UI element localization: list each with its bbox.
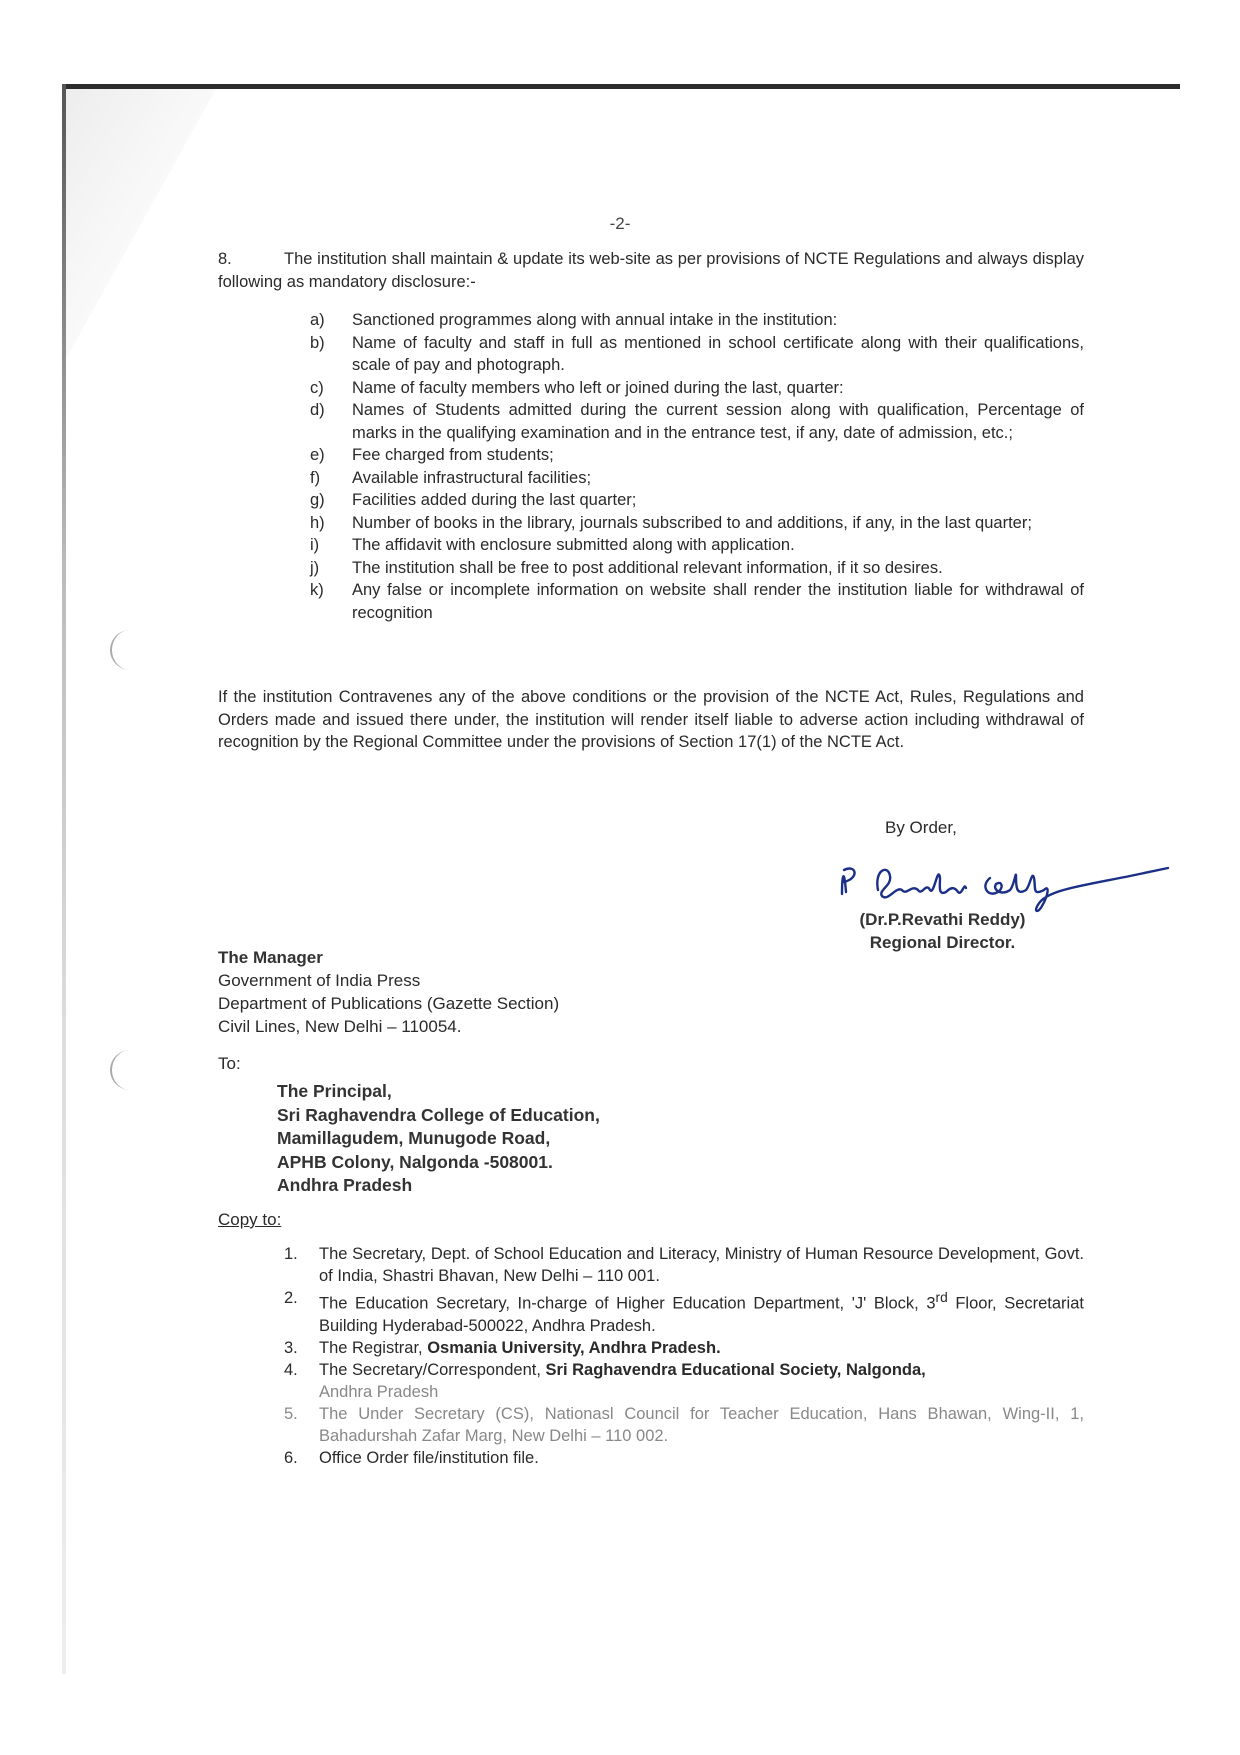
list-item	[310, 332, 1084, 377]
contravention-paragraph: If the institution Contravenes any of the above conditions or the provision of the NCTE Act, Rules, Regulations and Orders made and issued there under, the institution will render itself liable to adverse action including withdrawal of recognition by the Regional Committee under the provisions of Section 17(1) of the NCTE Act.	[218, 688, 1084, 751]
list-marker: 2.	[284, 1289, 298, 1307]
address-line: Mamillagudem, Munugode Road,	[277, 1128, 551, 1148]
list-item-text: Sanctioned programmes along with annual intake in the institution:	[352, 311, 838, 329]
list-marker: b)	[310, 333, 325, 352]
list-marker: 4.	[284, 1360, 298, 1379]
signatory-name: (Dr.P.Revathi Reddy)	[859, 910, 1026, 929]
address-line: APHB Colony, Nalgonda -508001.	[277, 1151, 553, 1172]
list-marker: h)	[310, 513, 325, 532]
list-item	[310, 557, 1084, 580]
page-number: -2-	[609, 214, 631, 233]
list-item-text: Floor, Secretariat Building Hyderabad-500022, Andhra Pradesh.	[319, 1294, 1084, 1335]
list-item	[284, 1287, 1084, 1337]
list-item	[310, 579, 1084, 624]
signatory-title: Regional Director.	[869, 933, 1016, 952]
manager-address	[218, 946, 559, 1038]
list-marker: k)	[310, 581, 324, 599]
list-item-text: Any false or incomplete information on website shall render the institution liable for withdrawal of recognition	[352, 581, 1084, 622]
list-marker: a)	[310, 311, 325, 329]
list-item	[284, 1337, 1084, 1359]
list-item-text: Fee charged from students;	[352, 446, 554, 464]
address-line: Andhra Pradesh	[277, 1175, 413, 1195]
list-marker: f)	[310, 468, 321, 487]
signatory-block	[820, 908, 1065, 954]
to-label: To:	[218, 1054, 241, 1073]
manager-title: The Manager	[218, 948, 323, 967]
clause-text: The institution shall maintain & update its web-site as per provisions of NCTE Regulations and always display following as mandatory disclosure:-	[218, 250, 1084, 291]
clause-8	[218, 248, 1084, 293]
list-marker: j)	[310, 558, 320, 577]
list-item-text: Available infrastructural facilities;	[352, 468, 592, 487]
punch-hole-mark	[110, 630, 132, 670]
list-marker: 6.	[284, 1448, 298, 1467]
list-item-text: Facilities added during the last quarter;	[352, 491, 637, 509]
list-item-text: The Secretary, Dept. of School Education and Literacy, Ministry of Human Resource Development, Govt. of India, Shastri Bhavan, New Delhi – 110 001.	[319, 1245, 1084, 1285]
list-item-text: Number of books in the library, journals subscribed to and additions, if any, in the last quarter;	[352, 513, 1032, 532]
addressee-block	[277, 1080, 600, 1198]
list-marker: 1.	[284, 1245, 298, 1263]
list-item-text: Names of Students admitted during the current session along with qualification, Percentage of marks in the qualifying examination and in the entrance test, if any, date of admission, etc.;	[352, 401, 1084, 442]
list-marker: c)	[310, 378, 324, 397]
list-item	[284, 1447, 1084, 1469]
list-item-text: The Secretary/Correspondent,	[319, 1360, 546, 1379]
list-item	[284, 1403, 1084, 1447]
list-item	[310, 444, 1084, 467]
list-item-text: Name of faculty members who left or joined during the last, quarter:	[352, 378, 844, 397]
list-marker: g)	[310, 491, 325, 509]
list-item-text: The affidavit with enclosure submitted along with application.	[352, 536, 795, 554]
list-item	[310, 377, 1084, 400]
superscript: rd	[935, 1290, 948, 1305]
list-marker: e)	[310, 446, 325, 464]
list-item	[310, 309, 1084, 332]
punch-hole-mark	[110, 1050, 132, 1090]
address-line: Department of Publications (Gazette Section)	[218, 994, 560, 1013]
list-marker: 3.	[284, 1338, 298, 1357]
list-marker: 5.	[284, 1404, 298, 1423]
address-line: Government of India Press	[218, 971, 421, 990]
list-item	[310, 489, 1084, 512]
list-marker: i)	[310, 536, 320, 554]
address-line: Sri Raghavendra College of Education,	[277, 1104, 600, 1125]
list-item-faint-text: Andhra Pradesh	[319, 1382, 439, 1401]
list-item	[284, 1359, 1084, 1403]
list-item	[310, 399, 1084, 444]
clause-number: 8.	[218, 250, 232, 268]
list-item	[310, 534, 1084, 557]
scan-edge-left	[62, 84, 66, 1674]
list-item-bold-text: Sri Raghavendra Educational Society, Nalgonda,	[545, 1360, 926, 1379]
copy-to-list	[284, 1243, 1084, 1469]
list-item-text: The Registrar,	[319, 1338, 428, 1357]
address-line: The Principal,	[277, 1081, 392, 1101]
list-item-text: Name of faculty and staff in full as mentioned in school certificate along with their qualifications, scale of pay and photograph.	[352, 333, 1084, 374]
list-item-bold-text: Osmania University, Andhra Pradesh.	[427, 1338, 721, 1357]
list-marker: d)	[310, 401, 325, 419]
disclosure-list	[310, 309, 1084, 624]
list-item-text: The Under Secretary (CS), Nationasl Council for Teacher Education, Hans Bhawan, Wing-II, 1, Bahadurshah Zafar Marg, New Delhi – 110 002.	[319, 1404, 1084, 1445]
address-line: Civil Lines, New Delhi – 110054.	[218, 1017, 462, 1036]
list-item	[284, 1243, 1084, 1287]
list-item-text: The Education Secretary, In-charge of Higher Education Department, 'J' Block, 3	[319, 1294, 936, 1313]
copy-to-heading: Copy to:	[218, 1210, 282, 1229]
list-item-text: Office Order file/institution file.	[319, 1448, 539, 1467]
list-item	[310, 467, 1084, 490]
scan-edge-top	[62, 84, 1180, 89]
list-item-text: The institution shall be free to post additional relevant information, if it so desires.	[352, 558, 943, 577]
list-item	[310, 512, 1084, 535]
by-order-text: By Order,	[885, 818, 957, 837]
